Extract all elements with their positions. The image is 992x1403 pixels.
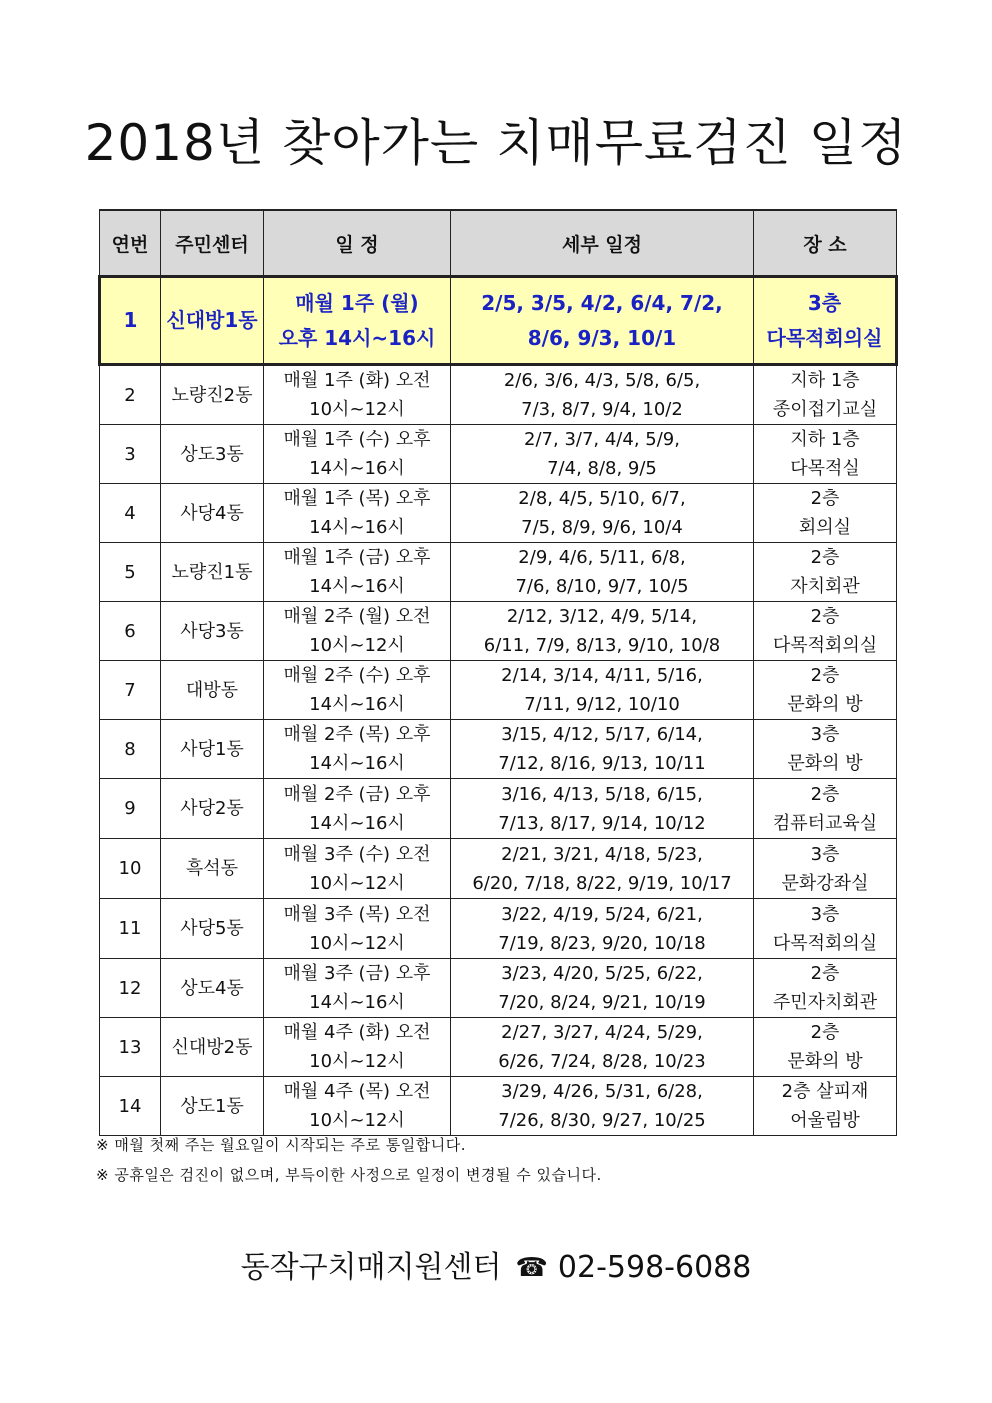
detail-line-1: 2/14, 3/14, 4/11, 5/16,: [501, 665, 703, 686]
row-schedule: [264, 720, 451, 779]
detail-line-2: 7/13, 8/17, 9/14, 10/12: [498, 812, 706, 834]
detail-line-1: 2/8, 4/5, 5/10, 6/7,: [518, 488, 686, 509]
footer-contact: [0, 1248, 992, 1288]
place-line-1: 2층: [810, 547, 840, 568]
row-schedule: [264, 602, 451, 661]
place-line-2: 종이접기교실: [772, 399, 878, 420]
header-place: 장 소: [754, 210, 897, 277]
page-title: 2018년 찾아가는 치매무료검진 일정: [84, 114, 908, 172]
row-place: [754, 839, 897, 899]
row-no: 14: [100, 1077, 161, 1136]
place-line-2: 문화의 방: [787, 694, 863, 715]
detail-line-2: 7/26, 8/30, 9/27, 10/25: [498, 1110, 706, 1131]
row-schedule: [264, 277, 451, 365]
table-header-row: [100, 210, 897, 277]
detail-line-1: 2/7, 3/7, 4/4, 5/9,: [524, 429, 680, 450]
row-center: 상도1동: [161, 1077, 264, 1136]
row-center: 사당5동: [161, 899, 264, 959]
place-line-2: 다목적회의실: [772, 932, 878, 954]
detail-line-1: 3/29, 4/26, 5/31, 6/28,: [501, 1081, 703, 1102]
place-line-2: 회의실: [798, 517, 852, 538]
table-row: [100, 661, 897, 720]
table-row-highlighted: [100, 277, 897, 365]
header-detail: 세부 일정: [451, 210, 754, 277]
detail-line-1: 3/16, 4/13, 5/18, 6/15,: [501, 783, 703, 805]
schedule-line-1: 매월 4주 (목) 오전: [283, 1081, 431, 1102]
row-no: 7: [100, 661, 161, 720]
row-no: 5: [100, 543, 161, 602]
place-line-1: 지하 1층: [790, 370, 860, 391]
row-schedule: [264, 661, 451, 720]
phone-number: 02-598-6088: [557, 1250, 752, 1285]
schedule-line-2: 14시~16시: [309, 517, 405, 538]
row-schedule: [264, 839, 451, 899]
detail-line-2: 6/20, 7/18, 8/22, 9/19, 10/17: [472, 872, 732, 894]
schedule-line-2: 10시~12시: [309, 872, 405, 894]
table-row: [100, 720, 897, 779]
detail-line-2: 7/20, 8/24, 9/21, 10/19: [498, 992, 706, 1013]
detail-line-2: 7/5, 8/9, 9/6, 10/4: [521, 517, 683, 538]
schedule-line-2: 10시~12시: [309, 399, 405, 420]
place-line-1: 2층: [810, 783, 840, 805]
schedule-line-1: 매월 2주 (월) 오전: [283, 606, 431, 627]
header-center: 주민센터: [161, 210, 264, 277]
schedule-line-2: 14시~16시: [309, 694, 405, 715]
detail-line-2: 7/3, 8/7, 9/4, 10/2: [521, 399, 683, 420]
schedule-line-1: 매월 2주 (금) 오후: [283, 783, 431, 805]
detail-line-1: 2/12, 3/12, 4/9, 5/14,: [506, 606, 698, 627]
schedule-line-2: 14시~16시: [309, 992, 405, 1013]
row-center: 사당2동: [161, 779, 264, 839]
row-no: 13: [100, 1018, 161, 1077]
table-row: [100, 959, 897, 1018]
place-line-2: 다목적회의실: [766, 325, 883, 350]
row-no: 8: [100, 720, 161, 779]
table-row: [100, 365, 897, 425]
detail-line-2: 6/11, 7/9, 8/13, 9/10, 10/8: [483, 635, 721, 656]
note-2: ※ 공휴일은 검진이 없으며, 부득이한 사정으로 일정이 변경될 수 있습니다.: [96, 1166, 602, 1184]
row-schedule: [264, 1018, 451, 1077]
row-place: [754, 779, 897, 839]
detail-line-2: 8/6, 9/3, 10/1: [527, 325, 677, 350]
row-schedule: [264, 543, 451, 602]
detail-line-2: 7/4, 8/8, 9/5: [547, 458, 657, 479]
schedule-line-2: 10시~12시: [309, 932, 405, 954]
row-no: 12: [100, 959, 161, 1018]
place-line-2: 컴퓨터교육실: [772, 812, 878, 834]
place-line-1: 2층: [810, 1022, 840, 1043]
row-center: 노량진1동: [161, 543, 264, 602]
row-no: 9: [100, 779, 161, 839]
detail-line-2: 7/12, 8/16, 9/13, 10/11: [498, 753, 706, 774]
row-place: [754, 899, 897, 959]
schedule-line-1: 매월 1주 (화) 오전: [283, 370, 431, 391]
place-line-2: 문화의 방: [787, 1051, 863, 1072]
table-row: [100, 484, 897, 543]
place-line-1: 3층: [810, 843, 840, 865]
row-detail: [451, 484, 754, 543]
row-schedule: [264, 899, 451, 959]
row-center: 신대방2동: [161, 1018, 264, 1077]
header-schedule: 일 정: [264, 210, 451, 277]
schedule-line-2: 10시~12시: [309, 1110, 405, 1131]
detail-line-2: 7/11, 9/12, 10/10: [524, 694, 680, 715]
row-place: [754, 425, 897, 484]
row-place: [754, 1077, 897, 1136]
row-no: 2: [100, 365, 161, 425]
detail-line-1: 3/15, 4/12, 5/17, 6/14,: [501, 724, 703, 745]
row-schedule: [264, 779, 451, 839]
row-no: 1: [100, 277, 161, 365]
row-center: 상도4동: [161, 959, 264, 1018]
detail-line-2: 7/19, 8/23, 9/20, 10/18: [498, 932, 706, 954]
schedule-line-2: 14시~16시: [309, 753, 405, 774]
place-line-2: 다목적회의실: [772, 635, 878, 656]
schedule-line-1: 매월 3주 (목) 오전: [283, 903, 431, 925]
row-detail: [451, 779, 754, 839]
place-line-2: 자치회관: [790, 576, 860, 597]
row-schedule: [264, 484, 451, 543]
table-row: [100, 779, 897, 839]
place-line-2: 다목적실: [790, 458, 860, 479]
detail-line-2: 6/26, 7/24, 8/28, 10/23: [498, 1051, 706, 1072]
row-detail: [451, 959, 754, 1018]
detail-line-1: 2/21, 3/21, 4/18, 5/23,: [501, 843, 703, 865]
schedule-line-2: 10시~12시: [309, 635, 405, 656]
row-center: 상도3동: [161, 425, 264, 484]
schedule-line-1: 매월 1주 (목) 오후: [283, 488, 431, 509]
row-place: [754, 959, 897, 1018]
schedule-table: [98, 209, 898, 1136]
row-detail: [451, 365, 754, 425]
place-line-2: 문화의 방: [787, 753, 863, 774]
schedule-line-1: 매월 2주 (수) 오후: [283, 665, 431, 686]
place-line-2: 주민자치회관: [772, 992, 878, 1013]
schedule-line-2: 10시~12시: [309, 1051, 405, 1072]
row-center: 흑석동: [161, 839, 264, 899]
schedule-line-2: 14시~16시: [309, 458, 405, 479]
row-center: 노량진2동: [161, 365, 264, 425]
row-center: 신대방1동: [161, 277, 264, 365]
row-detail: [451, 543, 754, 602]
row-schedule: [264, 1077, 451, 1136]
row-place: [754, 484, 897, 543]
header-no: 연번: [100, 210, 161, 277]
schedule-line-1: 매월 1주 (금) 오후: [283, 547, 431, 568]
row-center: 대방동: [161, 661, 264, 720]
row-detail: [451, 720, 754, 779]
row-center: 사당3동: [161, 602, 264, 661]
schedule-line-2: 14시~16시: [309, 576, 405, 597]
row-detail: [451, 425, 754, 484]
detail-line-1: 3/23, 4/20, 5/25, 6/22,: [501, 963, 703, 984]
row-schedule: [264, 959, 451, 1018]
table-row: [100, 1018, 897, 1077]
table-row: [100, 1077, 897, 1136]
table-row: [100, 839, 897, 899]
row-no: 3: [100, 425, 161, 484]
row-place: [754, 720, 897, 779]
place-line-1: 3층: [810, 724, 840, 745]
place-line-1: 2층: [810, 665, 840, 686]
detail-line-1: 2/9, 4/6, 5/11, 6/8,: [518, 547, 686, 568]
row-center: 사당1동: [161, 720, 264, 779]
schedule-line-2: 14시~16시: [309, 812, 405, 834]
detail-line-1: 3/22, 4/19, 5/24, 6/21,: [501, 903, 703, 925]
place-line-1: 지하 1층: [790, 429, 860, 450]
row-place: [754, 602, 897, 661]
place-line-1: 3층: [807, 290, 842, 315]
table-row: [100, 543, 897, 602]
detail-line-1: 2/6, 3/6, 4/3, 5/8, 6/5,: [503, 370, 701, 391]
row-detail: [451, 899, 754, 959]
row-no: 11: [100, 899, 161, 959]
detail-line-1: 2/5, 3/5, 4/2, 6/4, 7/2,: [481, 290, 723, 315]
row-place: [754, 1018, 897, 1077]
place-line-1: 2층: [810, 606, 840, 627]
table-row: [100, 899, 897, 959]
row-no: 4: [100, 484, 161, 543]
schedule-line-1: 매월 2주 (목) 오후: [283, 724, 431, 745]
schedule-line-1: 매월 4주 (화) 오전: [283, 1022, 431, 1043]
row-place: [754, 365, 897, 425]
table-row: [100, 602, 897, 661]
row-detail: [451, 661, 754, 720]
schedule-line-1: 매월 3주 (금) 오후: [283, 963, 431, 984]
place-line-1: 2층: [810, 488, 840, 509]
row-detail: [451, 277, 754, 365]
row-detail: [451, 839, 754, 899]
place-line-1: 2층: [810, 963, 840, 984]
place-line-2: 문화강좌실: [781, 872, 869, 894]
row-center: 사당4동: [161, 484, 264, 543]
table-row: [100, 425, 897, 484]
row-place: [754, 277, 897, 365]
place-line-1: 3층: [810, 903, 840, 925]
row-no: 6: [100, 602, 161, 661]
center-name: 동작구치매지원센터: [240, 1250, 502, 1285]
schedule-line-1: 매월 3주 (수) 오전: [283, 843, 431, 865]
row-schedule: [264, 365, 451, 425]
row-detail: [451, 1018, 754, 1077]
row-place: [754, 661, 897, 720]
row-schedule: [264, 425, 451, 484]
schedule-line-1: 매월 1주 (월): [295, 290, 419, 315]
telephone-icon: ☎: [515, 1253, 548, 1283]
note-1: ※ 매월 첫째 주는 월요일이 시작되는 주로 통일합니다.: [96, 1136, 467, 1154]
detail-line-1: 2/27, 3/27, 4/24, 5/29,: [501, 1022, 703, 1043]
row-detail: [451, 1077, 754, 1136]
detail-line-2: 7/6, 8/10, 9/7, 10/5: [515, 576, 689, 597]
place-line-1: 2층 살피재: [781, 1081, 869, 1102]
row-place: [754, 543, 897, 602]
row-detail: [451, 602, 754, 661]
row-no: 10: [100, 839, 161, 899]
schedule-line-1: 매월 1주 (수) 오후: [283, 429, 431, 450]
place-line-2: 어울림방: [790, 1110, 860, 1131]
schedule-line-2: 오후 14시~16시: [278, 325, 436, 350]
